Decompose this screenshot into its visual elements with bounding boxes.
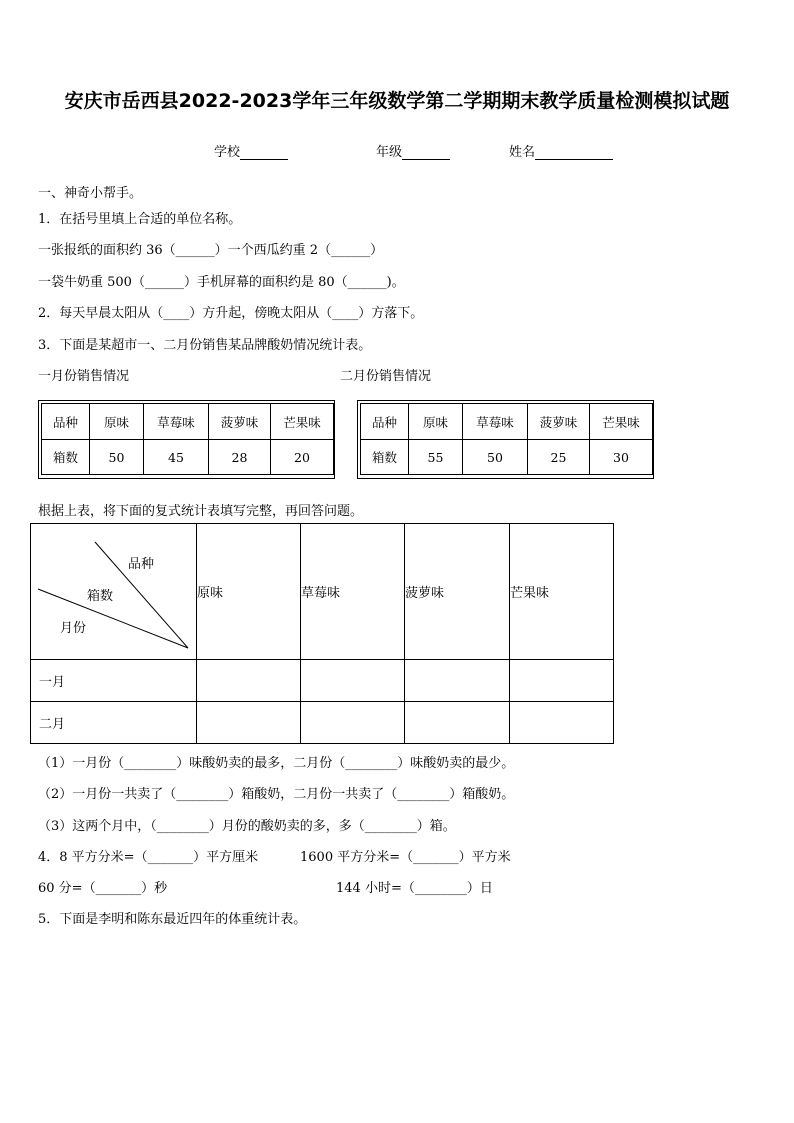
question-4-c: 60 分=（_______）秒 [38,881,168,896]
grade-label: 年级 [376,145,403,160]
table-row [42,404,334,440]
school-field[interactable] [214,141,288,160]
answer-cell[interactable] [405,660,510,702]
school-blank[interactable] [240,145,288,160]
school-label: 学校 [214,145,241,160]
table-cell: 芒果味 [271,404,334,440]
table-cell: 菠萝味 [528,404,590,440]
table-cell: 品种 [361,404,409,440]
question-1-line-2: 一袋牛奶重 500（______）手机屏幕的面积约是 80（______)。 [38,275,405,290]
table-row [42,440,334,475]
table-cell: 45 [144,440,209,475]
name-blank[interactable] [535,145,613,160]
table-cell: 原味 [90,404,144,440]
diag-label-boxes: 箱数 [87,589,114,604]
row-header-february: 二月 [31,702,197,744]
column-header-pineapple: 菠萝味 [405,524,510,660]
compound-table [30,523,614,744]
name-field[interactable] [509,141,613,160]
question-4-a: 4．8 平方分米=（_______）平方厘米 [38,850,259,865]
name-label: 姓名 [509,145,536,160]
feb-sales-table [360,403,653,475]
table-cell: 箱数 [361,440,409,475]
diag-label-month: 月份 [60,621,87,636]
table-cell: 草莓味 [463,404,528,440]
table-cell: 菠萝味 [209,404,271,440]
page-title: 安庆市岳西县2022-2023学年三年级数学第二学期期末教学质量检测模拟试题 [64,90,730,112]
column-header-original: 原味 [197,524,301,660]
question-1-line-1: 一张报纸的面积约 36（______）一个西瓜约重 2（______） [38,243,384,258]
question-3-sub-3: （3）这两个月中，（________）月份的酸奶卖的多，多（________）箱。 [38,819,456,834]
table-cell: 箱数 [42,440,90,475]
grade-field[interactable] [376,141,450,160]
table-cell: 品种 [42,404,90,440]
compound-table-intro: 根据上表，将下面的复式统计表填写完整，再回答问题。 [38,504,364,519]
question-3-sub-1: （1）一月份（________）味酸奶卖的最多，二月份（________）味酸奶卖的最少。 [38,756,515,771]
question-5-title: 5．下面是李明和陈东最近四年的体重统计表。 [38,912,307,927]
feb-caption: 二月份销售情况 [340,369,432,384]
answer-cell[interactable] [197,702,301,744]
table-cell: 草莓味 [144,404,209,440]
table-row [31,660,614,702]
question-2: 2．每天早晨太阳从（____）方升起，傍晚太阳从（____）方落下。 [38,306,424,321]
answer-cell[interactable] [197,660,301,702]
diag-label-variety: 品种 [128,557,155,572]
table-cell: 28 [209,440,271,475]
column-header-strawberry: 草莓味 [301,524,405,660]
diagonal-lines [31,524,196,660]
question-4-b: 1600 平方分米=（_______）平方米 [300,850,511,865]
section-heading: 一、神奇小帮手。 [38,186,143,201]
table-cell: 30 [590,440,653,475]
question-1-title: 1．在括号里填上合适的单位名称。 [38,212,242,227]
table-row [31,524,614,660]
table-cell: 50 [90,440,144,475]
answer-cell[interactable] [510,702,614,744]
diagonal-header-cell [31,524,197,660]
column-header-mango: 芒果味 [510,524,614,660]
answer-cell[interactable] [301,702,405,744]
table-cell: 55 [409,440,463,475]
jan-sales-table [41,403,334,475]
table-row [361,440,653,475]
answer-cell[interactable] [510,660,614,702]
table-cell: 50 [463,440,528,475]
table-row [31,702,614,744]
jan-caption: 一月份销售情况 [38,369,130,384]
table-cell: 芒果味 [590,404,653,440]
table-cell: 原味 [409,404,463,440]
answer-cell[interactable] [301,660,405,702]
table-cell: 20 [271,440,334,475]
question-3-title: 3．下面是某超市一、二月份销售某品牌酸奶情况统计表。 [38,338,372,353]
row-header-january: 一月 [31,660,197,702]
table-cell: 25 [528,440,590,475]
question-3-sub-2: （2）一月份一共卖了（________）箱酸奶，二月份一共卖了（________）箱酸奶。 [38,787,515,802]
answer-cell[interactable] [405,702,510,744]
table-row [361,404,653,440]
question-4-d: 144 小时=（________）日 [336,881,493,896]
grade-blank[interactable] [402,145,450,160]
